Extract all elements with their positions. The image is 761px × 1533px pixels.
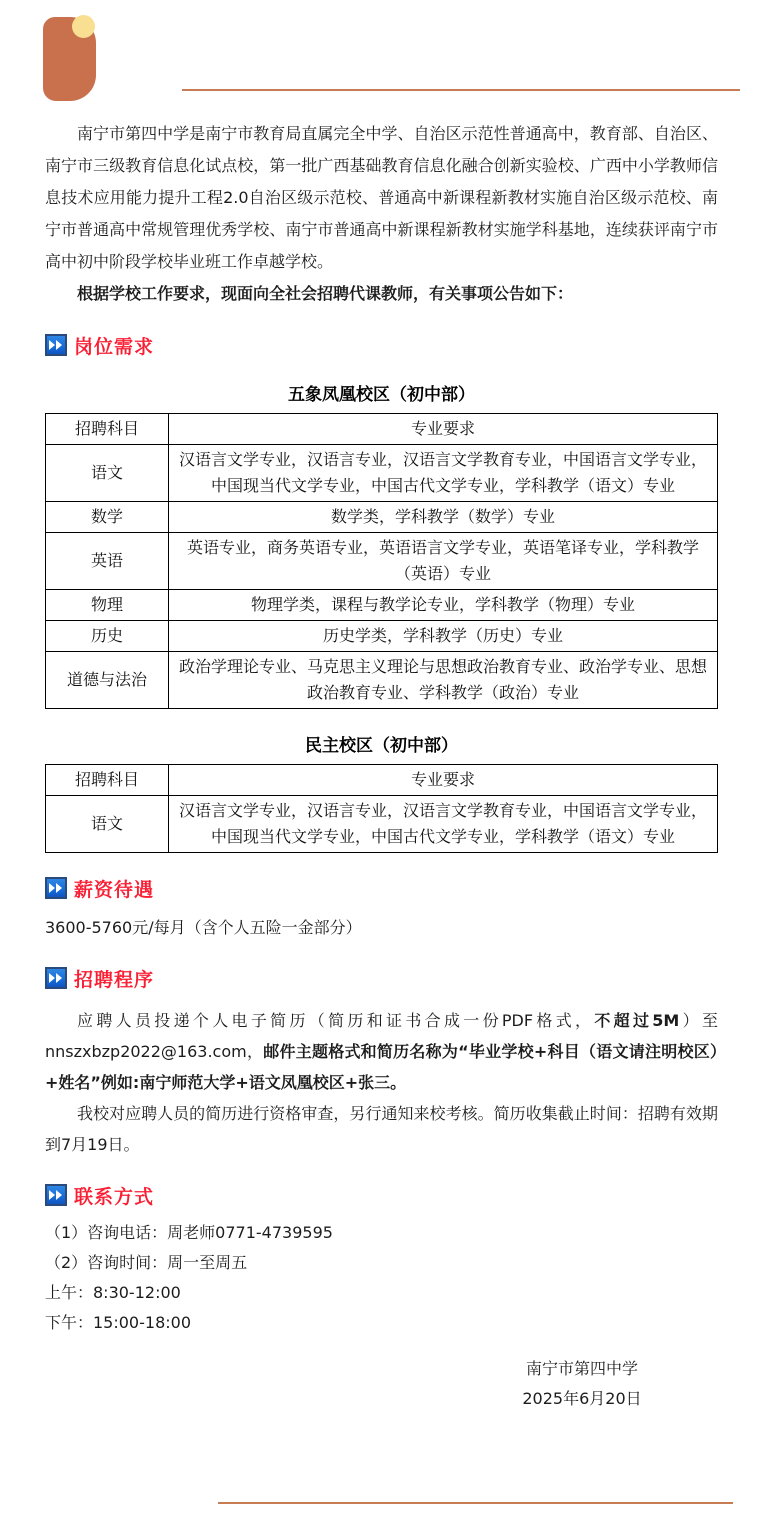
campus-table-block-2 [45,731,718,853]
table-cell: 英语 [46,533,169,590]
section-header-contact [45,1182,718,1208]
table-cell: 英语专业，商务英语专业，英语语言文学专业，英语笔译专业，学科教学（英语）专业 [169,533,718,590]
table-header-cell: 招聘科目 [46,765,169,796]
table-cell: 汉语言文学专业，汉语言专业，汉语言文学教育专业，中国语言文学专业，中国现当代文学专业，中国古代文学专业，学科教学（语文）专业 [169,445,718,502]
bottom-divider [218,1502,733,1504]
signature-org: 南宁市第四中学 [525,1359,638,1378]
table-header-cell: 招聘科目 [46,414,169,445]
signature-date: 2025年6月20日 [522,1389,642,1408]
procedure-text: ， [246,1042,264,1061]
positions-table-wuxiang [45,413,718,709]
table-cell: 汉语言文学专业，汉语言专业，汉语言文学教育专业，中国语言文学专业，中国现当代文学专业，中国古代文学专业，学科教学（语文）专业 [169,796,718,853]
table-cell: 语文 [46,796,169,853]
table-header-cell: 专业要求 [169,414,718,445]
procedure-bold-subject-format: 邮件主题格式和简历名称为“毕业学校+科目（语文请注明校区）+姓名”例如:南宁师范大学+语文凤凰校区+张三。 [45,1042,718,1092]
table-cell: 道德与法治 [46,652,169,709]
contact-line: （2）咨询时间：周一至周五 [45,1253,248,1272]
table-row [46,445,718,502]
application-email: nnszxbzp2022@163.com [45,1042,247,1061]
table-cell: 物理学类，课程与教学论专业，学科教学（物理）专业 [169,590,718,621]
table-cell: 物理 [46,590,169,621]
section-header-salary [45,875,718,901]
intro-paragraph: 南宁市第四中学是南宁市教育局直属完全中学、自治区示范性普通高中，教育部、自治区、南宁市三级教育信息化试点校，第一批广西基础教育信息化融合创新实验校、广西中小学教师信息技术应用能力提升工程2.0自治区级示范校、普通高中新课程新教材实施自治区级示范校、南宁市普通高中常规管理优秀学校、南宁市普通高中新课程新教材实施学科基地，连续获评南宁市高中初中阶段学校毕业班工作卓越学校。 [45,124,718,271]
table-row [46,502,718,533]
section-title-positions: 岗位需求 [74,335,155,358]
section-title-contact: 联系方式 [74,1185,155,1208]
table-cell: 政治学理论专业、马克思主义理论与思想政治教育专业、政治学专业、思想政治教育专业、学科教学（政治）专业 [169,652,718,709]
table-cell: 历史 [46,621,169,652]
procedure-paragraph-1 [45,1005,718,1098]
double-arrow-icon [45,877,67,899]
procedure-text: 应聘人员投递个人电子简历（简历和证书合成一份PDF格式， [77,1011,595,1030]
contact-line: 上午：8:30-12:00 [45,1283,181,1302]
table-row [46,796,718,853]
contact-lines [45,1218,718,1338]
procedure-text: ）至 [679,1011,718,1030]
school-logo [43,15,97,101]
table-caption-wuxiang: 五象凤凰校区（初中部） [288,385,475,405]
table-cell: 数学 [46,502,169,533]
table-row [46,621,718,652]
contact-line: 下午：15:00-18:00 [45,1313,191,1332]
table-cell: 历史学类，学科教学（历史）专业 [169,621,718,652]
campus-table-block-1 [45,380,718,709]
positions-table-minzhu [45,764,718,853]
contact-line: （1）咨询电话：周老师0771-4739595 [45,1223,333,1242]
top-divider [182,89,740,91]
table-cell: 数学类，学科教学（数学）专业 [169,502,718,533]
section-title-procedure: 招聘程序 [74,968,155,991]
table-row [46,652,718,709]
section-title-salary: 薪资待遇 [74,878,155,901]
signature-block [512,1354,652,1414]
salary-text: 3600-5760元/每月（含个人五险一金部分） [45,918,362,937]
section-header-procedure [45,965,718,991]
announcement-lead: 根据学校工作要求，现面向全社会招聘代课教师，有关事项公告如下： [77,284,574,303]
double-arrow-icon [45,967,67,989]
section-header-positions [45,332,718,358]
procedure-paragraphs [45,1005,718,1160]
logo-dot-shape [72,15,95,38]
table-row [46,533,718,590]
procedure-bold-size-limit: 不超过5M [594,1011,680,1030]
double-arrow-icon [45,1184,67,1206]
procedure-paragraph-2: 我校对应聘人员的简历进行资格审查，另行通知来校考核。简历收集截止时间：招聘有效期到7月19日。 [45,1104,718,1154]
table-cell: 语文 [46,445,169,502]
table-caption-minzhu: 民主校区（初中部） [305,736,458,756]
table-row [46,590,718,621]
table-header-cell: 专业要求 [169,765,718,796]
double-arrow-icon [45,334,67,356]
